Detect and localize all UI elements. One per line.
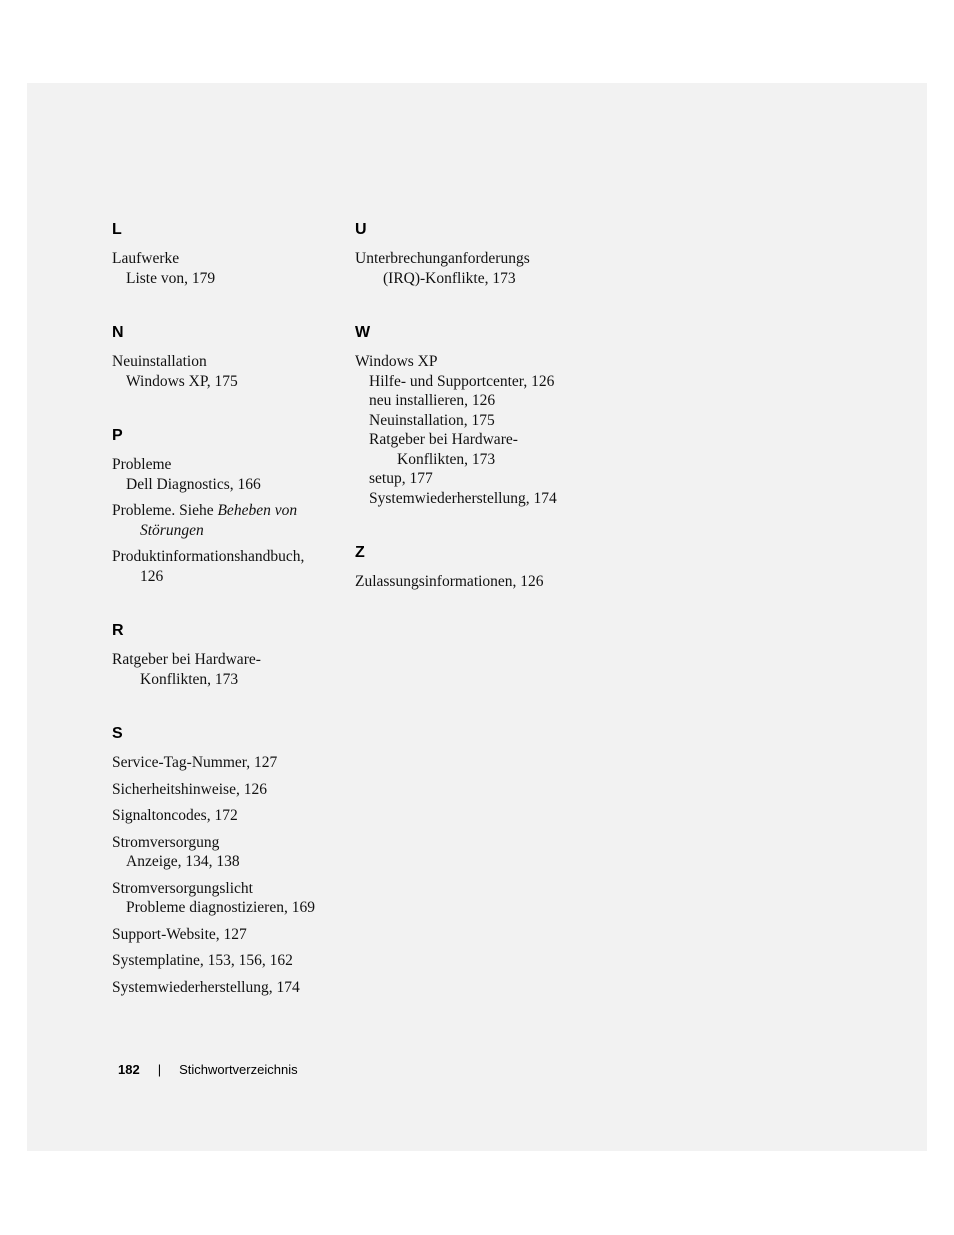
index-entry [112, 925, 352, 945]
entry-text: Ratgeber bei Hardware- [112, 651, 261, 668]
index-page [27, 83, 927, 1151]
entry-text: Neuinstallation [112, 353, 207, 370]
index-entry [112, 978, 352, 998]
index-entry [112, 501, 352, 540]
subentry-text: Anzeige, 134, 138 [126, 853, 240, 870]
index-entry [355, 572, 615, 592]
index-column-right [355, 221, 615, 628]
entry-text: Systemplatine, 153, 156, 162 [112, 952, 293, 969]
index-entry [112, 249, 352, 288]
index-column-left [112, 221, 352, 1033]
footer-separator: | [157, 1062, 162, 1077]
index-entry [112, 650, 352, 689]
index-section-p [112, 427, 352, 586]
entry-text: Probleme. Siehe Beheben von [112, 502, 298, 519]
entry-text: Support-Website, 127 [112, 925, 247, 943]
entry-text: Laufwerke [112, 250, 180, 267]
entry-text: Windows XP [355, 353, 438, 370]
entry-text: Zulassungsinformationen, 126 [355, 573, 544, 590]
index-entry [112, 547, 352, 586]
subentry-text: Systemwiederherstellung, 174 [369, 489, 557, 507]
index-entry [112, 951, 352, 971]
index-entry [112, 753, 352, 773]
index-entry [112, 455, 352, 494]
index-section-n [112, 324, 352, 391]
section-letter: N [112, 324, 124, 341]
entry-text-continued: 126 [140, 567, 164, 585]
subentry-text: Hilfe- und Supportcenter, 126 [369, 372, 555, 390]
index-entry [112, 780, 352, 800]
index-section-u [355, 221, 615, 288]
subentry-text: Dell Diagnostics, 166 [126, 475, 261, 493]
entry-text-continued: Konflikten, 173 [140, 670, 239, 688]
section-letter: P [112, 427, 123, 444]
subentry-text: neu installieren, 126 [369, 392, 496, 409]
index-section-s [112, 725, 352, 997]
index-entry [112, 879, 352, 918]
entry-text: Stromversorgung [112, 833, 220, 851]
index-entry [112, 833, 352, 872]
subentry-text: Ratgeber bei Hardware- [369, 431, 518, 448]
index-section-r [112, 622, 352, 689]
section-letter: Z [355, 544, 365, 561]
index-entry [112, 352, 352, 391]
entry-text-continued: Störungen [140, 521, 204, 539]
subentry-text-continued: Konflikten, 173 [397, 450, 496, 468]
subentry-text: setup, 177 [369, 470, 433, 487]
section-letter: S [112, 725, 123, 742]
entry-text: Systemwiederherstellung, 174 [112, 978, 300, 996]
subentry-text: Windows XP, 175 [126, 372, 238, 390]
entry-text: Service-Tag-Nummer, 127 [112, 754, 278, 771]
index-section-l [112, 221, 352, 288]
subentry-text: Liste von, 179 [126, 269, 216, 287]
entry-text-continued: (IRQ)-Konflikte, 173 [383, 269, 516, 287]
index-section-w [355, 324, 615, 508]
index-entry [355, 352, 615, 508]
section-letter: L [112, 221, 122, 238]
entry-text: Produktinformationshandbuch, [112, 548, 305, 565]
entry-text: Signaltoncodes, 172 [112, 807, 238, 824]
subentry-text: Neuinstallation, 175 [369, 411, 495, 429]
section-letter: U [355, 221, 367, 238]
index-section-z [355, 544, 615, 592]
section-letter: R [112, 622, 124, 639]
index-entry [355, 249, 615, 288]
cross-reference-target: Beheben von [217, 502, 298, 519]
page-number: 182 [118, 1062, 140, 1077]
entry-text: Probleme [112, 456, 172, 473]
subentry-text: Probleme diagnostizieren, 169 [126, 899, 315, 916]
page-footer [118, 1062, 298, 1077]
index-entry [112, 806, 352, 826]
entry-text: Sicherheitshinweise, 126 [112, 780, 267, 798]
entry-text: Stromversorgungslicht [112, 879, 253, 897]
section-letter: W [355, 324, 371, 341]
footer-title: Stichwortverzeichnis [179, 1062, 298, 1077]
entry-text: Unterbrechunganforderungs [355, 250, 530, 267]
